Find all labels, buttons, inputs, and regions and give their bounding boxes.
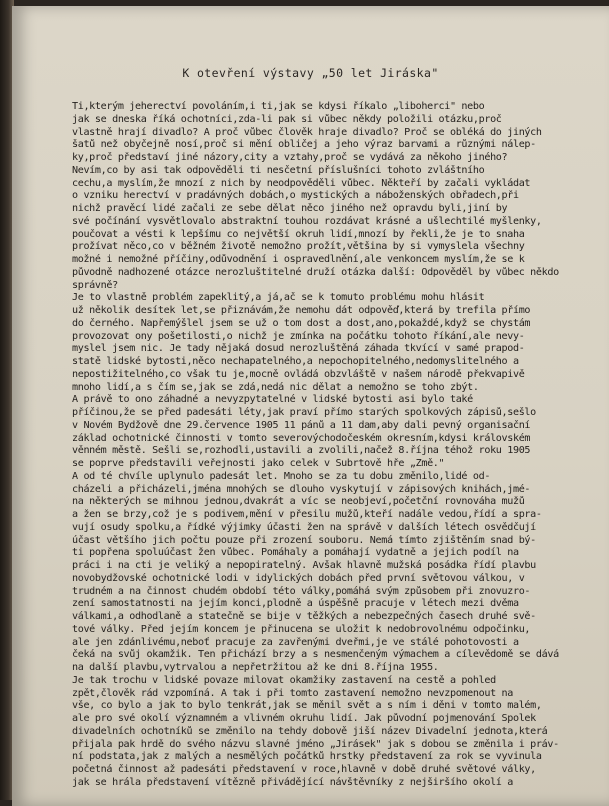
text-line: tové války. Před jejím koncem je přinucena se uložit k nedobrovolnému odpočinku, bbox=[72, 623, 531, 635]
text-line: vlastně hrají divadlo? A proč vůbec člověk hraje divadlo? Proč se obléká do jiných bbox=[72, 126, 542, 138]
text-line: Je tak trochu v lidské povaze milovat okamžiky zastavení na cestě a pohled bbox=[72, 674, 496, 686]
text-line: ní podstata,jak z malých a nesmělých počátků hrstky představení za rok se vyvinula bbox=[72, 751, 542, 763]
document-body bbox=[72, 101, 600, 790]
text-line: vše, co bylo a jak to bylo tenkrát,jak se měnil svět a s ním i děni v tomto malém, bbox=[72, 700, 542, 712]
text-line: cechu,a myslím,že mnozí z nich by neodpověděli vůbec. Někteří by začali vykládat bbox=[72, 177, 531, 189]
text-line: divadelních ochotníků se změnilo na tehdy dobově jiší název Divadelní jednota,která bbox=[72, 725, 548, 737]
document-title: K otevření výstavy „50 let Jiráska" bbox=[182, 66, 439, 80]
text-line: válkami,a odhodlaně a statečně se bije v těžkých a nebezpečných časech druhé svě- bbox=[72, 611, 536, 622]
text-line: nichž pravěcí lidé začali ze sebe dělat něco jiného než opravdu byli,jiní by bbox=[72, 203, 508, 214]
text-line: práci i na cti je veliký a nepopiratelný. Avšak hlavně mužská posádka řídí plavbu bbox=[72, 560, 536, 571]
text-line: trudném a na činnost chudém období této války,pomáhá svým způsobem při znovuzro- bbox=[72, 585, 531, 597]
text-line: ky,proč představí jiné názory,city a vztahy,proč se vydává za někoho jiného? bbox=[72, 152, 508, 163]
text-line: už několik desítek let,se přiznávám,že nemohu dát odpověď,která by trefila přímo bbox=[72, 305, 531, 316]
text-line: novobydžovské ochotnické lodi v idylických dobách před první světovou válkou, v bbox=[72, 572, 525, 584]
text-line: zpět,člověk rád vzpomíná. A tak i při tomto zastavení nemožno nevzpomenout na bbox=[72, 687, 513, 699]
text-line: jak se hrála představení vítězně přivádějící návštěvníky z nejširšího okolí a bbox=[72, 776, 513, 788]
text-line: poučovat a vésti k lepšímu co největší okruh lidí,mnozí by řekli,že je to snaha bbox=[72, 228, 525, 240]
text-line: myslel jsem nic. Je tady nějaká dosud nerozluštěná záhada tkvící v samé prapod- bbox=[72, 343, 525, 355]
text-line: Nevím,co by asi tak odpověděli ti nesčetní příslušníci tohoto zvláštního bbox=[72, 164, 485, 176]
text-line: početná činnost až padesáti představení v roce,hlavně v době druhé světové války, bbox=[72, 764, 536, 775]
text-line: účast většího jich počtu pouze při zrození souboru. Nemá tímto zjištěním snad bý- bbox=[72, 534, 536, 546]
text-line: ale jen zdánlivému,neboť pracuje za zavřenými dveřmi,je ve stálé pohotovosti a bbox=[72, 636, 519, 648]
text-line: Ti,kterým jeherectví povoláním,i ti,jak se kdysi říkalo „libohercі" nebo bbox=[72, 101, 485, 112]
text-line: zení samostatnosti na jejím konci,plodně a úspěšně pracuje v létech mezi dvěma bbox=[72, 598, 519, 610]
text-line: své počínání vysvětlovalo abstraktní touhou rozdávat krásné a ušlechtilé myšlenky, bbox=[72, 215, 542, 227]
text-line: původně nadhozené otázce nerozluštitelné druží otázka další: Odpověděl by vůbec někdo bbox=[72, 266, 559, 278]
text-line: na další plavbu,vytrvalou a nepřetržitou až ke dni 8.října 1955. bbox=[72, 662, 439, 673]
text-line: Je to vlastně problém zapeklitý,a já,ač se k tomuto problému mohu hlásit bbox=[72, 292, 485, 304]
text-line: ti popřena spoluúčast žen vůbec. Pomáhaly a pomáhají vydatně a jejich podíl na bbox=[72, 547, 519, 559]
text-line: statě lidské bytosti,něco nechapatelného,a nepochopitelného,nedomyslitelného a bbox=[72, 356, 519, 367]
text-line: správně? bbox=[72, 279, 118, 291]
text-line: A od té chvíle uplynulo padesát let. Mnoho se za tu dobu změnilo,lidé od- bbox=[72, 470, 491, 482]
text-line: možné i nemožné příčiny,odůvodnění i ospravedlnění,ale venkoncem myslím,že se k bbox=[72, 254, 525, 265]
text-line: základ ochotnické činnosti v tomto severovýchodočeském okresním,kdysi královském bbox=[72, 432, 531, 444]
text-line: cházeli a přicházeli,jména mnohých se dlouho vyskytují v zápisových knihách,jmé- bbox=[72, 483, 531, 495]
text-line: ale pro své okolí významném a vlivném okruhu lidí. Jak původní pojmenování Spolek bbox=[72, 713, 536, 724]
text-line: v Novém Bydžově dne 29.července 1905 11 pánů a 11 dam,aby dali pevný organisační bbox=[72, 419, 531, 431]
text-line: vují osudy spolku,a řídké výjimky účasti žen na správě v dalších létech osvědčují bbox=[72, 521, 536, 533]
text-line: prožívat něco,co v běžném životě nemožno prožít,většina by si vymyslela všechny bbox=[72, 241, 525, 253]
text-line: přijala pak hrdě do svého názvu slavné jméno „Jirásek" jak s dobou se změnila i práv- bbox=[72, 738, 559, 750]
text-line: A právě to ono záhadné a nevyzpytatelné v lidské bytosti asi bylo také bbox=[72, 394, 473, 406]
text-line: do černého. Napřemýšlel jsem se už o tom dost a dost,ano,pokaždé,když se chystám bbox=[72, 317, 531, 329]
document-page bbox=[12, 6, 609, 806]
text-line: na některých se mihnou jednou,dvakrát a víc se neobjeví,početční rovnováha mužů bbox=[72, 496, 525, 508]
text-line: mnoho lidí,a s čím se,jak se zdá,nedá nic dělat a nemožno se toho zbýt. bbox=[72, 381, 479, 393]
text-line: provozovat ony pošetilosti,o nichž je zmínka na počátku tohoto říkání,ale nevy- bbox=[72, 330, 525, 342]
text-line: nepostižitelného,co však tu je,mocně ovládá obzvláště v našem národě překvapivě bbox=[72, 368, 525, 380]
text-line: čeká na svůj okamžik. Ten přichází brzy a s nesmenčeným výmachem a cílevědomě se dává bbox=[72, 649, 559, 661]
text-line: jak se dneska říká ochotníci,zda-li pak si vůbec někdy položili otázku,proč bbox=[72, 113, 502, 125]
text-line: a žen se brzy,což je s podivem,mění v přesilu mužů,kteří nadále vedou,řídí a spra- bbox=[72, 509, 542, 520]
text-line: šatů než obyčejně nosí,proč si mění obličej a jeho výraz barvami a různými nálep- bbox=[72, 139, 536, 151]
text-line: se poprve představili veřejnosti jako celek v Šubrtově hře „Změ." bbox=[72, 458, 445, 469]
text-line: příčinou,že se před padesáti léty,jak praví přímo starých spolkových zápisů,sešlo bbox=[72, 407, 536, 418]
text-line: věnném městě. Sešli se,rozhodli,ustavili a zvolili,načež 8.října téhož roku 1905 bbox=[72, 445, 531, 457]
text-line: o vzniku herectví v pradávných dobách,o mystických a náboženských obřadech,při bbox=[72, 190, 519, 202]
